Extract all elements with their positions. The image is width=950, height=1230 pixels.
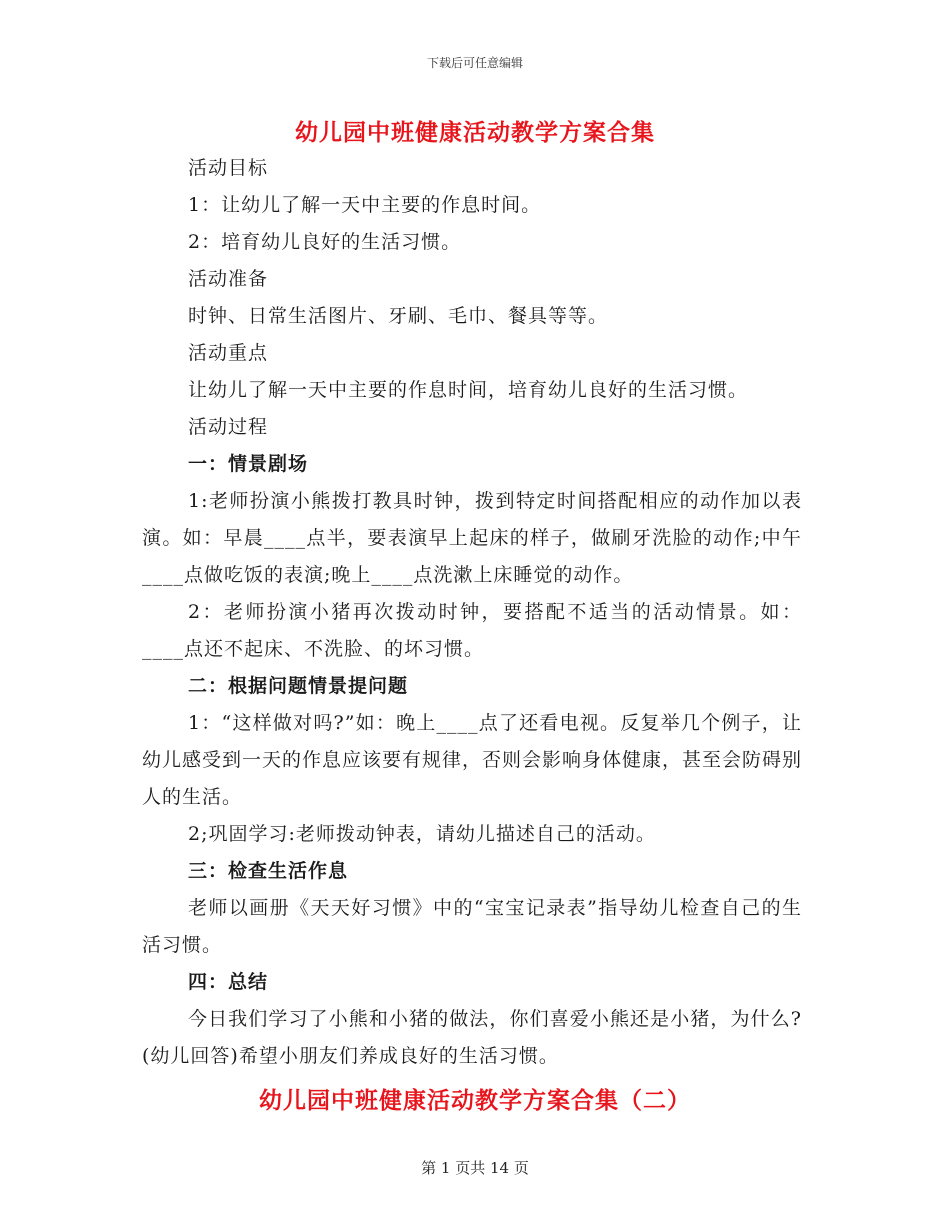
paragraph: 让幼儿了解一天中主要的作息时间，培育幼儿良好的生活习惯。 (188, 379, 749, 401)
paragraph: 活动重点 (188, 342, 269, 364)
section-title-two: 幼儿园中班健康活动教学方案合集（二） (259, 1087, 691, 1114)
section-heading: 一：情景剧场 (188, 453, 309, 475)
paragraph: 今日我们学习了小熊和小猪的做法，你们喜爱小熊还是小猪，为什么?(幼儿回答)希望小朋友们养成良好的生活习惯。 (142, 1008, 802, 1067)
header-note: 下载后可任意编辑 (426, 56, 523, 70)
paragraph: 活动准备 (188, 268, 269, 290)
paragraph: 2：培育幼儿良好的生活习惯。 (188, 231, 462, 253)
section-heading: 四：总结 (188, 971, 269, 993)
section-heading: 三：检查生活作息 (188, 860, 349, 882)
paragraph: 2;巩固学习:老师拨动钟表，请幼儿描述自己的活动。 (188, 823, 656, 845)
paragraph: 活动过程 (188, 416, 269, 438)
paragraph: 1：让幼儿了解一天中主要的作息时间。 (188, 194, 542, 216)
section-heading: 二：根据问题情景提问题 (188, 675, 409, 697)
document-body (142, 150, 802, 1075)
paragraph: 1:老师扮演小熊拨打教具时钟，拨到特定时间搭配相应的动作加以表演。如：早晨____点半，要表演早上起床的样子，做刷牙洗脸的动作;中午____点做吃饭的表演;晚上____点洗漱上床睡觉的动作。 (142, 490, 802, 586)
paragraph: 活动目标 (188, 157, 269, 179)
paragraph: 2：老师扮演小猪再次拨动时钟，要搭配不适当的活动情景。如：____点还不起床、不洗脸、的坏习惯。 (142, 601, 802, 660)
paragraph: 1：“这样做对吗?”如：晚上____点了还看电视。反复举几个例子，让幼儿感受到一天的作息应该要有规律，否则会影响身体健康，甚至会防碍别人的生活。 (142, 712, 803, 808)
document-title: 幼儿园中班健康活动教学方案合集 (295, 119, 655, 146)
paragraph: 时钟、日常生活图片、牙刷、毛巾、餐具等等。 (188, 305, 609, 327)
page-footer: 第 1 页共 14 页 (421, 1159, 529, 1177)
paragraph: 老师以画册《天天好习惯》中的“宝宝记录表”指导幼儿检查自己的生活习惯。 (142, 897, 802, 956)
